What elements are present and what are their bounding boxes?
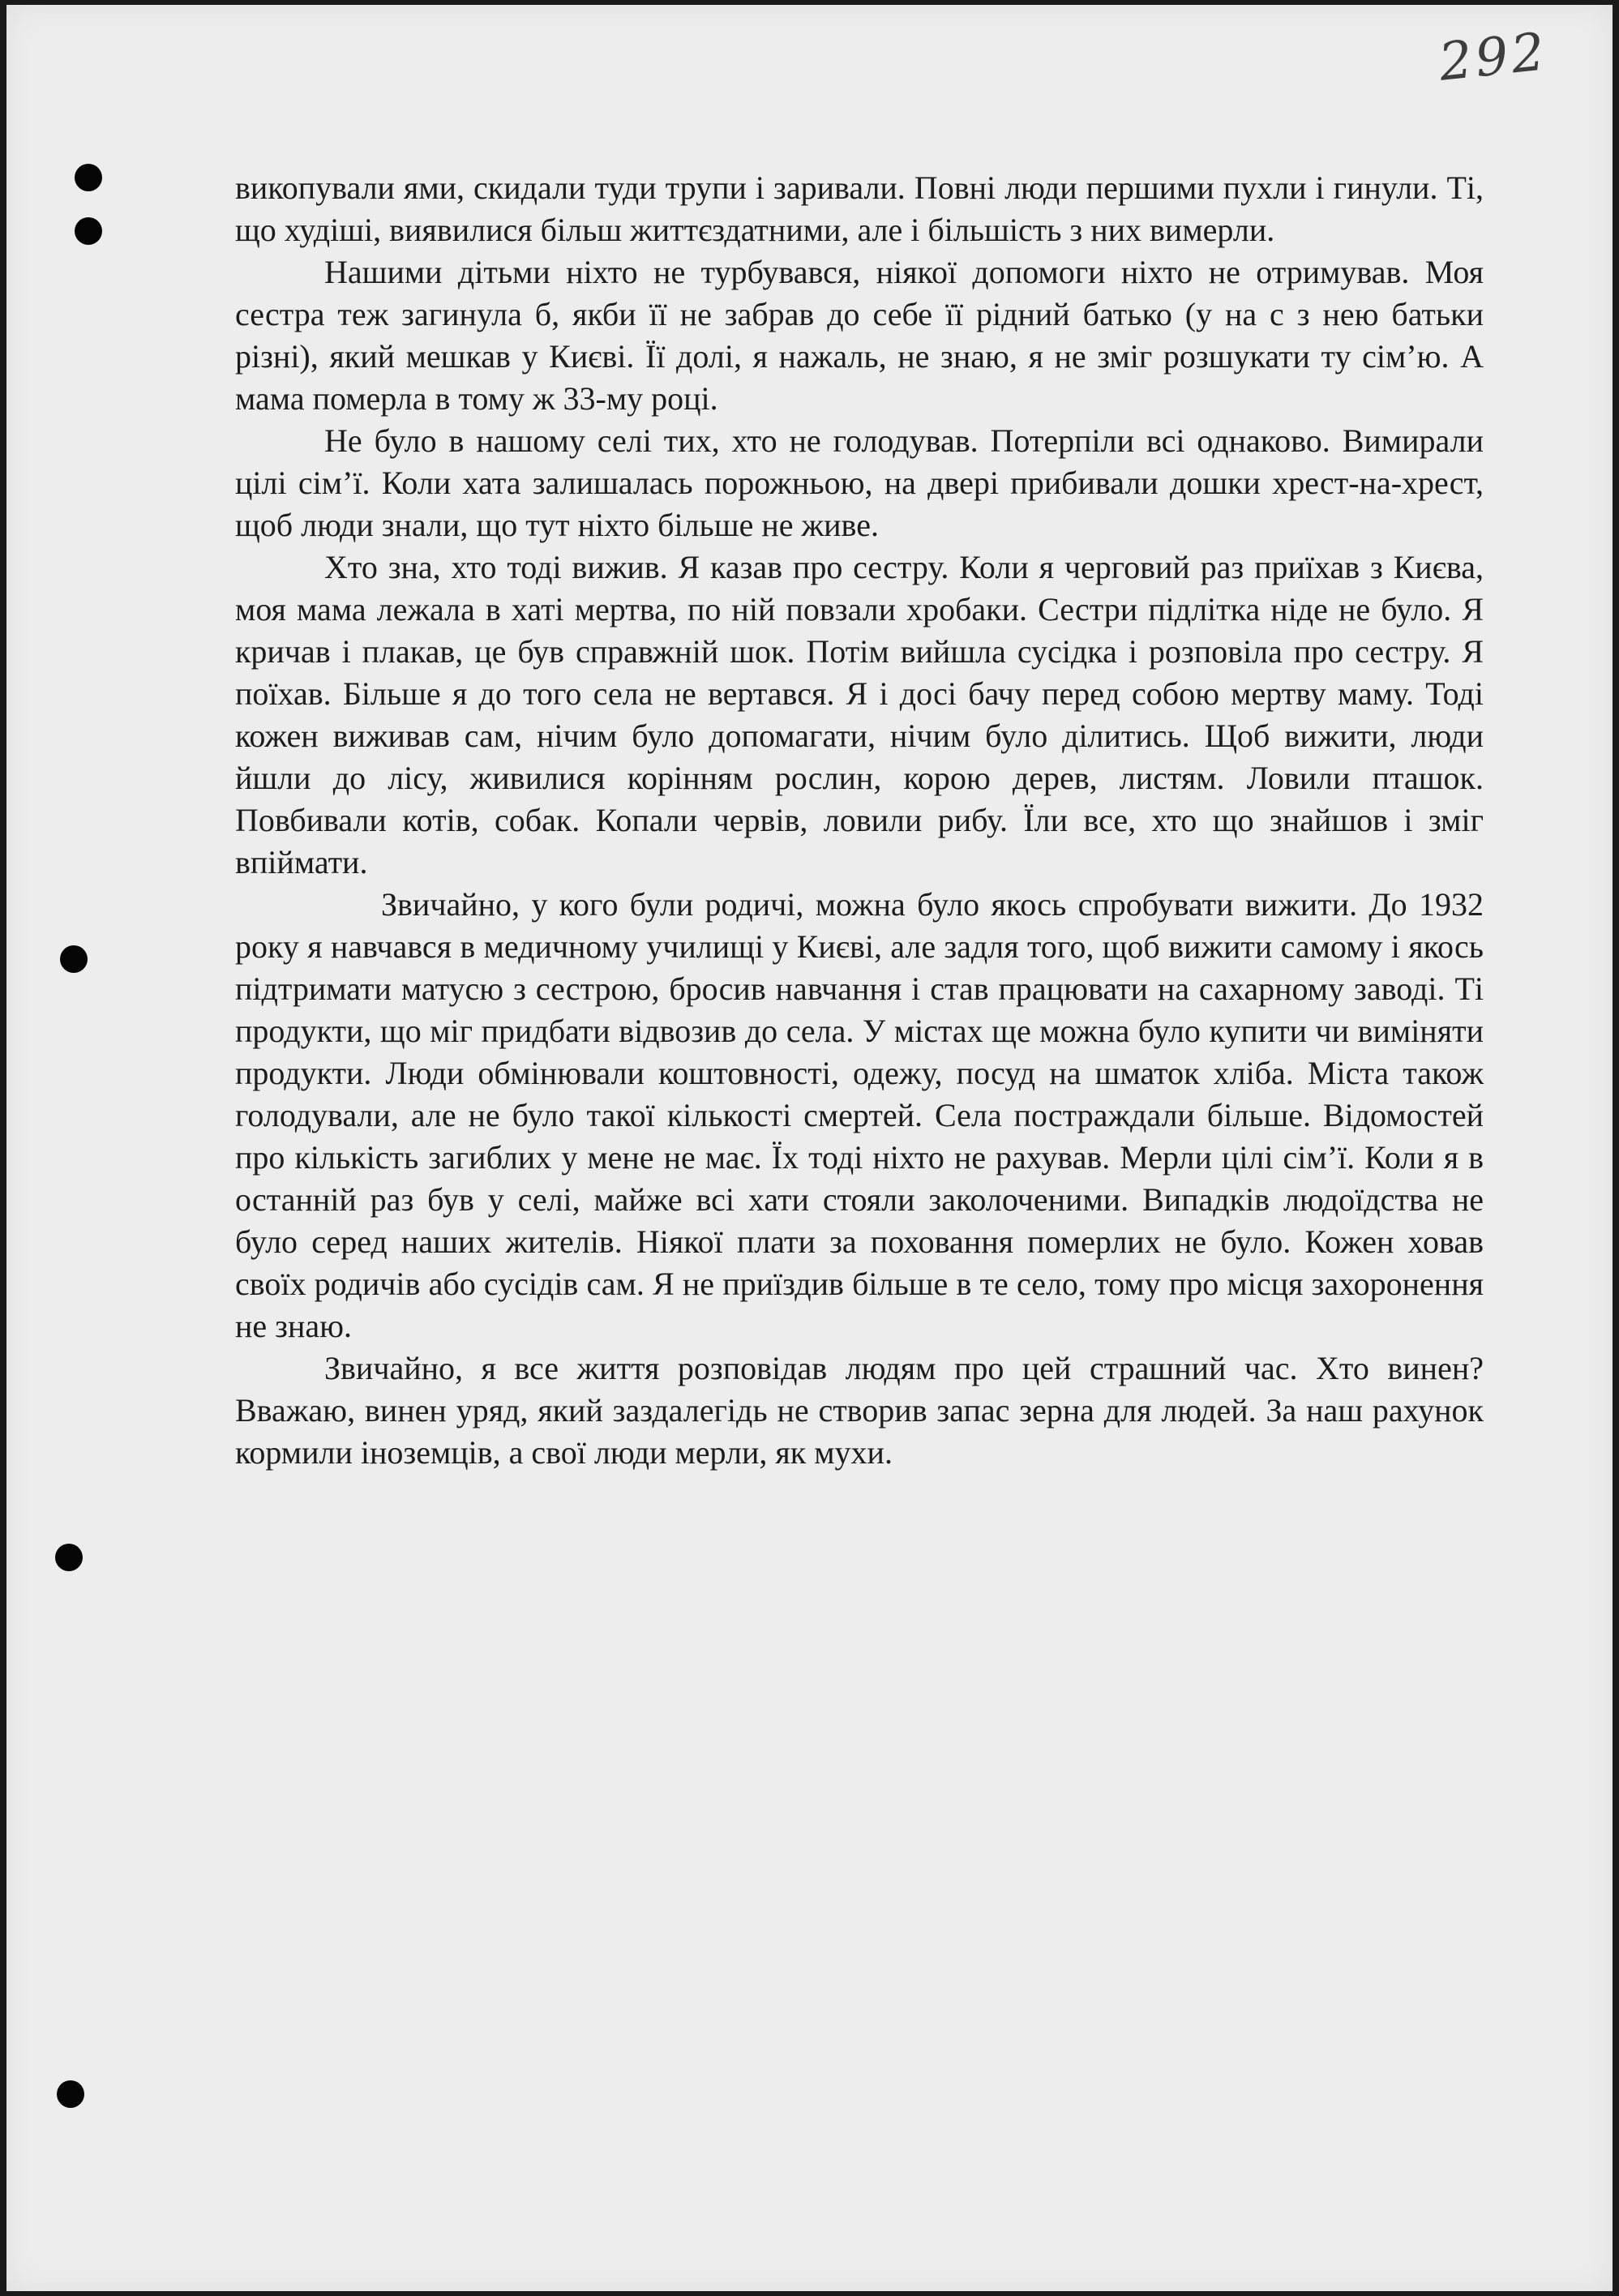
punch-hole — [57, 2080, 84, 2108]
punch-hole — [75, 164, 102, 191]
document-page — [6, 5, 1613, 2291]
paragraph: Не було в нашому селі тих, хто не голодував. Потерпіли всі однаково. Вимирали цілі сім’ї. Коли хата залишалась порожньою, на двері прибивали дошки хрест-на-хрест, щоб люди знали, що тут ніхто більше не живе. — [235, 422, 1484, 543]
paragraph: викопували ями, скидали туди трупи і заривали. Повні люди першими пухли і гинули. Ті, що худіші, виявилися більш життєздатними, але і більшість з них вимерли. — [235, 169, 1484, 248]
document-body — [235, 167, 1484, 1474]
punch-hole — [55, 1544, 83, 1571]
punch-hole — [60, 945, 88, 973]
paragraph: Звичайно, у кого були родичі, можна було якось спробувати вижити. До 1932 року я навчався в медичному училищі у Києві, але задля того, щоб вижити самому і якось підтримати матусю з сестрою, бросив навчання і став працювати на сахарному заводі. Ті продукти, що міг придбати відвозив до села. У містах ще можна було купити чи виміняти продукти. Люди обмінювали коштовності, одежу, посуд на шматок хліба. Міста також голодували, але не було такої кількості смертей. Села постраждали більше. Відомостей про кількість загиблих у мене не має. Їх тоді ніхто не рахував. Мерли цілі сім’ї. Коли я в останній раз був у селі, майже всі хати стояли заколоченими. Випадків людоїдства не було серед наших жителів. Ніякої плати за поховання померлих не було. Кожен ховав своїх родичів або сусідів сам. Я не приїздив більше в те село, тому про місця захоронення не знаю. — [235, 886, 1484, 1344]
page-number: 292 — [1436, 22, 1551, 93]
paragraph: Нашими дітьми ніхто не турбувався, ніякої допомоги ніхто не отримував. Моя сестра теж загинула б, якби її не забрав до себе її рідний батько (у на с з нею батьки різні), який мешкав у Києві. Її долі, я нажаль, не знаю, я не зміг розшукати ту сім’ю. А мама померла в тому ж 33-му році. — [235, 254, 1484, 417]
punch-hole — [75, 217, 102, 245]
paragraph: Звичайно, я все життя розповідав людям про цей страшний час. Хто винен? Вважаю, винен уряд, який заздалегідь не створив запас зерна для людей. За наш рахунок кормили іноземців, а свої люди мерли, як мухи. — [235, 1350, 1484, 1471]
paragraph: Хто зна, хто тоді вижив. Я казав про сестру. Коли я черговий раз приїхав з Києва, моя мама лежала в хаті мертва, по ній повзали хробаки. Сестри підлітка ніде не було. Я кричав і плакав, це був справжній шок. Потім вийшла сусідка і розповіла про сестру. Я поїхав. Більше я до того села не вертався. Я і досі бачу перед собою мертву маму. Тоді кожен виживав сам, нічим було допомагати, нічим було ділитись. Щоб вижити, люди йшли до лісу, живилися корінням рослин, корою дерев, листям. Ловили пташок. Повбивали котів, собак. Копали червів, ловили рибу. Їли все, хто що знайшов і зміг впіймати. — [235, 549, 1484, 880]
